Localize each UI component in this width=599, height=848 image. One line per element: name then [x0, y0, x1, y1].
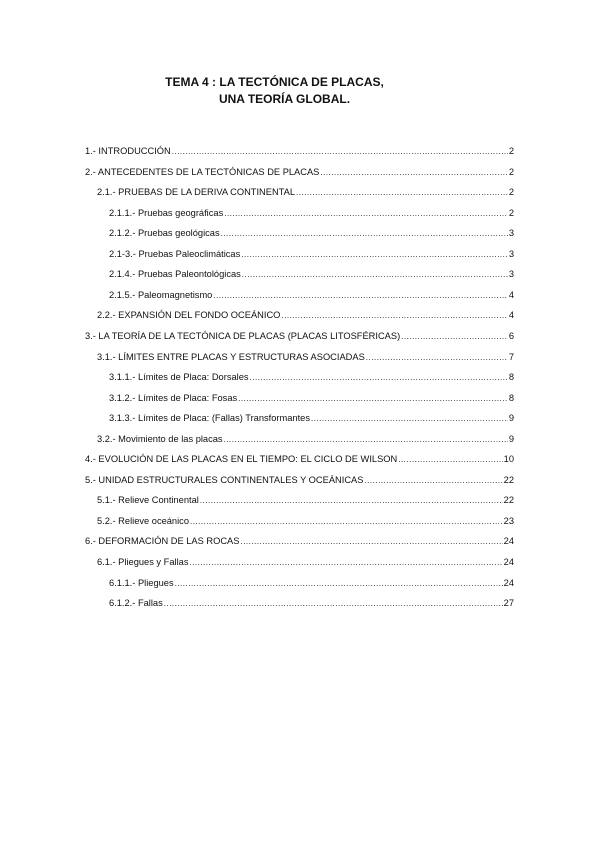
toc-entry[interactable]: [85, 474, 514, 487]
toc-entry[interactable]: [109, 207, 514, 220]
toc-entry-page-number: 6: [508, 331, 514, 341]
toc-dot-leader: [398, 453, 502, 466]
toc-entry-page-number: 9: [508, 434, 514, 444]
toc-dot-leader: [221, 227, 508, 240]
toc-dot-leader: [175, 577, 503, 590]
toc-entry[interactable]: [97, 351, 514, 364]
toc-dot-leader: [250, 371, 508, 384]
toc-dot-leader: [200, 494, 503, 507]
toc-entry-label: 3.- LA TEORÍA DE LA TECTÓNICA DE PLACAS (PLACAS LITOSFÉRICAS): [85, 331, 401, 341]
toc-entry[interactable]: [85, 330, 514, 343]
toc-dot-leader: [401, 330, 508, 343]
toc-dot-leader: [296, 186, 508, 199]
toc-entry-page-number: 8: [508, 393, 514, 403]
toc-entry-page-number: 3: [508, 249, 514, 259]
document-title: [0, 74, 599, 108]
toc-dot-leader: [224, 207, 508, 220]
toc-entry-label: 3.1.3.- Límites de Placa: (Fallas) Transformantes: [109, 413, 310, 423]
toc-entry-label: 6.1.1.- Pliegues: [109, 578, 174, 588]
toc-dot-leader: [366, 351, 508, 364]
toc-entry-page-number: 4: [508, 310, 514, 320]
toc-entry-label: 2.1.2.- Pruebas geológicas: [109, 228, 220, 238]
toc-entry-label: 5.2.- Relieve oceánico: [97, 516, 189, 526]
toc-entry[interactable]: [109, 577, 514, 590]
toc-entry-page-number: 27: [503, 598, 514, 608]
toc-entry-page-number: 22: [503, 475, 514, 485]
toc-entry[interactable]: [97, 186, 514, 199]
toc-entry[interactable]: [109, 412, 514, 425]
toc-entry-label: 2.2.- EXPANSIÓN DEL FONDO OCEÁNICO: [97, 310, 281, 320]
toc-entry-label: 3.1.2.- Límites de Placa: Fosas: [109, 393, 238, 403]
toc-dot-leader: [164, 597, 503, 610]
toc-entry-label: 6.- DEFORMACIÓN DE LAS ROCAS: [85, 536, 240, 546]
toc-entry-label: 2.- ANTECEDENTES DE LA TECTÓNICAS DE PLACAS: [85, 167, 320, 177]
toc-dot-leader: [190, 515, 503, 528]
title-line-2: UNA TEORÍA GLOBAL.: [218, 92, 351, 106]
toc-dot-leader: [311, 412, 508, 425]
toc-entry[interactable]: [109, 268, 514, 281]
toc-entry-page-number: 2: [508, 167, 514, 177]
toc-entry-label: 3.1.- LÍMITES ENTRE PLACAS Y ESTRUCTURAS ASOCIADAS: [97, 352, 365, 362]
toc-entry-label: 2.1.4.- Pruebas Paleontológicas: [109, 269, 241, 279]
toc-entry-label: 1.- INTRODUCCIÓN: [85, 146, 171, 156]
toc-entry-label: 4.- EVOLUCIÓN DE LAS PLACAS EN EL TIEMPO: EL CICLO DE WILSON: [85, 454, 398, 464]
toc-entry[interactable]: [97, 556, 514, 569]
toc-dot-leader: [224, 433, 508, 446]
toc-entry-page-number: 2: [508, 146, 514, 156]
toc-entry-page-number: 3: [508, 228, 514, 238]
toc-entry-page-number: 4: [508, 290, 514, 300]
toc-dot-leader: [240, 535, 502, 548]
toc-dot-leader: [320, 166, 507, 179]
toc-entry-page-number: 23: [503, 516, 514, 526]
toc-entry[interactable]: [85, 166, 514, 179]
toc-dot-leader: [189, 556, 502, 569]
toc-entry-label: 5.1.- Relieve Continental: [97, 495, 199, 505]
toc-entry-label: 3.1.1.- Límites de Placa: Dorsales: [109, 372, 249, 382]
toc-entry-label: 6.1.2.- Fallas: [109, 598, 163, 608]
toc-entry[interactable]: [109, 597, 514, 610]
toc-dot-leader: [172, 145, 508, 158]
toc-entry[interactable]: [109, 227, 514, 240]
toc-entry[interactable]: [109, 392, 514, 405]
toc-entry-page-number: 10: [503, 454, 514, 464]
toc-entry-page-number: 2: [508, 208, 514, 218]
toc-entry-page-number: 24: [503, 557, 514, 567]
toc-entry-label: 3.2.- Movimiento de las placas: [97, 434, 223, 444]
toc-entry[interactable]: [97, 515, 514, 528]
toc-entry-page-number: 8: [508, 372, 514, 382]
toc-entry[interactable]: [109, 371, 514, 384]
toc-dot-leader: [238, 392, 508, 405]
toc-entry[interactable]: [109, 248, 514, 261]
toc-entry-label: 2.1.5.- Paleomagnetismo: [109, 290, 213, 300]
toc-entry-page-number: 3: [508, 269, 514, 279]
toc-entry-page-number: 24: [503, 578, 514, 588]
toc-entry-label: 2.1.1.- Pruebas geográficas: [109, 208, 224, 218]
toc-entry-page-number: 2: [508, 187, 514, 197]
toc-entry[interactable]: [97, 309, 514, 322]
toc-dot-leader: [364, 474, 502, 487]
toc-entry-page-number: 9: [508, 413, 514, 423]
toc-entry[interactable]: [85, 453, 514, 466]
toc-entry-page-number: 24: [503, 536, 514, 546]
toc-entry-label: 6.1.- Pliegues y Fallas: [97, 557, 189, 567]
toc-entry[interactable]: [97, 494, 514, 507]
toc-entry[interactable]: [85, 145, 514, 158]
toc-dot-leader: [213, 289, 507, 302]
toc-entry-label: 2.1.- PRUEBAS DE LA DERIVA CONTINENTAL: [97, 187, 296, 197]
toc-entry[interactable]: [109, 289, 514, 302]
toc-dot-leader: [242, 268, 508, 281]
toc-entry[interactable]: [85, 535, 514, 548]
title-line-1: TEMA 4 : LA TECTÓNICA DE PLACAS,: [165, 75, 384, 89]
toc-entry-page-number: 22: [503, 495, 514, 505]
toc-dot-leader: [281, 309, 507, 322]
toc-entry-label: 2.1-3.- Pruebas Paleoclimáticas: [109, 249, 241, 259]
toc-entry-label: 5.- UNIDAD ESTRUCTURALES CONTINENTALES Y OCEÁNICAS: [85, 475, 364, 485]
toc-entry-page-number: 7: [508, 352, 514, 362]
toc-entry[interactable]: [97, 433, 514, 446]
toc-dot-leader: [241, 248, 508, 261]
